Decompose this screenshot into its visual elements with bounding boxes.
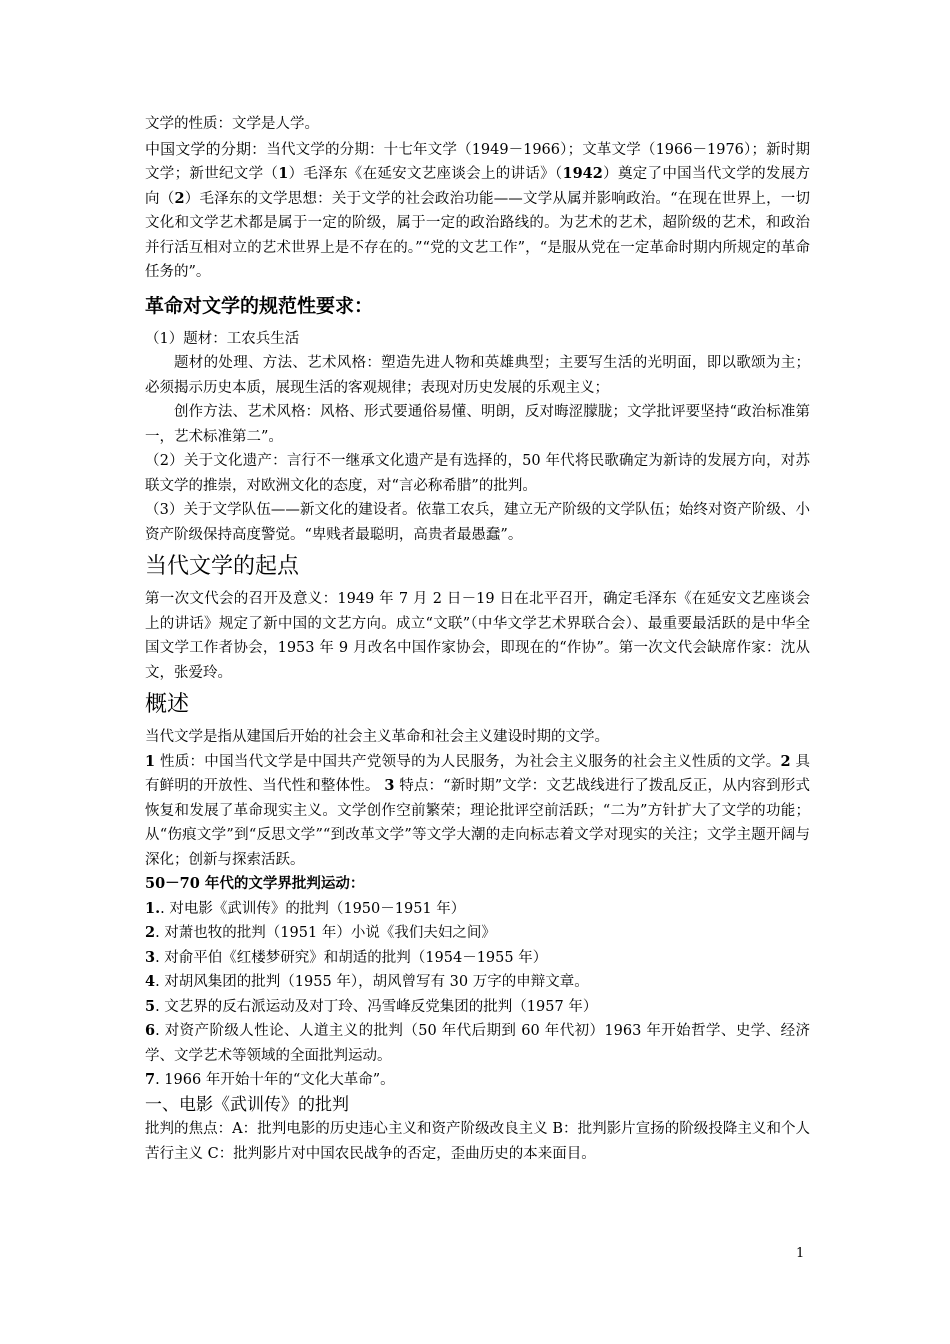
list-item-number: 4 <box>145 973 156 990</box>
periodization-paragraph <box>145 137 810 285</box>
overview-text: 性质：中国当代文学是中国共产党领导的为人民服务，为社会主义服务的社会主义性质的文学。 <box>155 753 781 770</box>
movements-title-text: 年代的文学界批判运动： <box>199 875 365 892</box>
list-item <box>145 970 810 995</box>
list-item <box>145 897 810 922</box>
bold-number: 2 <box>174 189 185 207</box>
document-page <box>145 112 810 1166</box>
list-item-text: . 对萧也牧的批判（1951 年）小说《我们夫妇之间》 <box>155 925 496 941</box>
bold-number: 50－70 <box>145 875 200 892</box>
list-item-text: . 对资产阶级人性论、人道主义的批判（50 年代后期到 60 年代初）1963 年开始哲学、史学、经济学、文学艺术等领域的全面批判运动。 <box>145 1023 810 1064</box>
movements-title <box>145 872 810 897</box>
literature-nature: 文学的性质：文学是人学。 <box>145 116 319 132</box>
list-item-text: . 对电影《武训传》的批判（1950－1951 年） <box>160 900 466 917</box>
overview-characteristics <box>145 750 810 873</box>
requirement-item-1b: 创作方法、艺术风格：风格、形式要通俗易懂、明朗，反对晦涩朦胧；文学批评要坚持“政治标准第一，艺术标准第二”。 <box>145 404 810 445</box>
movements-list <box>145 897 810 1093</box>
periodization-text: ）毛泽东《在延安文艺座谈会上的讲话》（ <box>288 166 563 182</box>
periodization-text: ）毛泽东的文学思想：关于文学的社会政治功能——文学从属并影响政治。“在现在世界上，一切文化和文学艺术都是属于一定的阶级，属于一定的政治路线的。为艺术的艺术，超阶级的艺术，和政治并行活互相对立的艺术世界上是不存在的。”“党的文艺工作”，“是服从党在一定革命时期内所规定的革命任务的”。 <box>145 190 810 280</box>
periodization-text: 当代文学的分期：十七年文学（1949－1966）；文革文学（1966－1976）；新时期文学；新世纪文学（ <box>145 141 810 182</box>
heading-contemporary-start: 当代文学的起点 <box>145 554 300 579</box>
list-item <box>145 1068 810 1093</box>
list-item <box>145 921 810 946</box>
overview-definition: 当代文学是指从建国后开始的社会主义革命和社会主义建设时期的文学。 <box>145 729 609 745</box>
periodization-label: 中国文学的分期： <box>145 139 267 158</box>
requirement-item-1a: 题材的处理、方法、艺术风格：塑造先进人物和英雄典型；主要写生活的光明面，即以歌颂为主；必须揭示历史本质，展现生活的客观规律；表现对历史发展的乐观主义； <box>145 355 810 396</box>
list-item-number: 2 <box>145 924 156 941</box>
list-item-text: . 对俞平伯《红楼梦研究》和胡适的批判（1954－1955 年） <box>155 949 548 966</box>
bold-number: 1 <box>145 752 156 770</box>
heading-revolution-requirements: 革命对文学的规范性要求： <box>145 294 374 317</box>
list-item-number: 3 <box>145 948 156 966</box>
list-item-text: . 文艺界的反右派运动及对丁玲、冯雪峰反党集团的批判（1957 年） <box>155 998 598 1015</box>
list-item-number: 7 <box>145 1071 156 1088</box>
bold-number: 1942 <box>562 165 603 182</box>
list-item-text: . 1966 年开始十年的“文化大革命”。 <box>155 1072 395 1088</box>
list-item-text: . 对胡风集团的批判（1955 年），胡风曾写有 30 万字的申辩文章。 <box>155 974 589 990</box>
bold-number: 1 <box>278 165 289 182</box>
heading-wuxun-criticism: 一、电影《武训传》的批判 <box>145 1094 349 1115</box>
page-number: 1 <box>796 1246 805 1261</box>
list-item-number: 6 <box>145 1022 156 1039</box>
list-item <box>145 946 810 971</box>
heading-overview: 概述 <box>145 692 190 717</box>
overview-text: 具有鲜明的开放性、当代性和整体性。 <box>145 753 811 794</box>
list-item-number: 5 <box>145 997 156 1015</box>
wuxun-focus-paragraph: 批判的焦点：A：批判电影的历史违心主义和资产阶级改良主义 B：批判影片宣扬的阶级投降主义和个人苦行主义 C：批判影片对中国农民战争的否定，歪曲历史的本来面目。 <box>145 1121 810 1162</box>
requirement-item-3: （3）关于文学队伍——新文化的建设者。依靠工农兵，建立无产阶级的文学队伍；始终对资产阶级、小资产阶级保持高度警觉。“卑贱者最聪明，高贵者最愚蠢”。 <box>145 502 810 543</box>
list-item <box>145 995 810 1020</box>
first-congress-paragraph: 第一次文代会的召开及意义：1949 年 7 月 2 日－19 日在北平召开，确定毛泽东《在延安文艺座谈会上的讲话》规定了新中国的文艺方向。成立“文联”（中华文学艺术界联合会）、最重要最活跃的是中华全国文学工作者协会，1953 年 9 月改名中国作家协会，即现在的“作协”。第一次文代会缺席作家：沈从文，张爱玲。 <box>145 591 810 681</box>
overview-text: 特点：“新时期”文学：文艺战线进行了拨乱反正，从内容到形式恢复和发展了革命现实主义。文学创作空前繁荣；理论批评空前活跃；“二为”方针扩大了文学的功能；从“伤痕文学”到“反思文学”“到改革文学”等文学大潮的走向标志着文学对现实的关注；文学主题开阔与深化；创新与探索活跃。 <box>145 778 810 868</box>
list-item-number: 1. <box>145 899 161 917</box>
bold-number: 3 <box>384 777 395 794</box>
requirement-item-1: （1）题材：工农兵生活 <box>145 330 300 347</box>
bold-number: 2 <box>780 752 791 770</box>
periodization-text: ）奠定了中国当代文学的发展方向（ <box>145 166 811 207</box>
list-item <box>145 1019 810 1068</box>
requirement-item-2: （2）关于文化遗产：言行不一继承文化遗产是有选择的，50 年代将民歌确定为新诗的发展方向，对苏联文学的推崇，对欧洲文化的态度，对“言必称希腊”的批判。 <box>145 453 810 494</box>
